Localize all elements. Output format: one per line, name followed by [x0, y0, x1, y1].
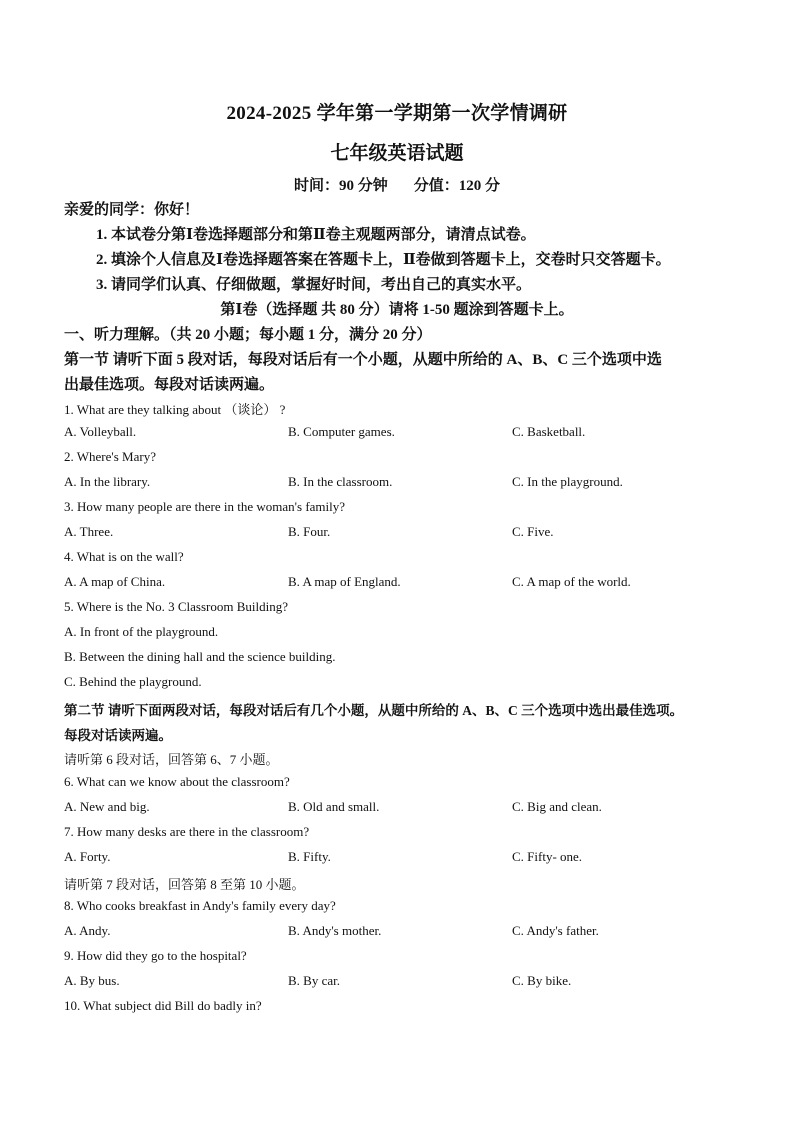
q7-option-a: A. Forty. [64, 849, 111, 864]
volume-heading: 第Ⅰ卷（选择题 共 80 分）请将 1-50 题涂到答题卡上。 [220, 302, 574, 318]
q9-option-b: B. By car. [288, 973, 340, 988]
q9-option-c: C. By bike. [512, 973, 572, 988]
q1-option-c: C. Basketball. [512, 424, 586, 439]
q5-option-a: A. In front of the playground. [64, 624, 219, 639]
q5-option-c: C. Behind the playground. [64, 674, 202, 689]
exam-time: 时间：90 分钟 [293, 178, 388, 194]
q4-option-b: B. A map of England. [288, 574, 401, 589]
q6-option-b: B. Old and small. [288, 799, 380, 814]
q6-option-c: C. Big and clean. [512, 799, 602, 814]
exam-subtitle: 七年级英语试题 [330, 143, 464, 164]
q6-option-a: A. New and big. [64, 799, 150, 814]
q9-option-a: A. By bus. [64, 973, 120, 988]
note-2: 2. 填涂个人信息及Ⅰ卷选择题答案在答题卡上，Ⅱ卷做到答题卡上，交卷时只交答题卡。 [96, 252, 671, 268]
question-6: 6. What can we know about the classroom? [64, 774, 290, 789]
question-3: 3. How many people are there in the woman's family? [64, 499, 346, 514]
q8-option-a: A. Andy. [64, 923, 111, 938]
question-8: 8. Who cooks breakfast in Andy's family every day? [64, 898, 336, 913]
q2-option-c: C. In the playground. [512, 474, 623, 489]
note-1: 1. 本试卷分第Ⅰ卷选择题部分和第Ⅱ卷主观题两部分，请清点试卷。 [96, 227, 536, 243]
q4-option-a: A. A map of China. [64, 574, 166, 589]
question-7: 7. How many desks are there in the classroom? [64, 824, 310, 839]
question-5: 5. Where is the No. 3 Classroom Building? [64, 599, 288, 614]
section2-instruction-line2: 每段对话读两遍。 [64, 728, 172, 743]
q4-option-c: C. A map of the world. [512, 574, 631, 589]
exam-meta [0, 174, 794, 195]
exam-score: 分值：120 分 [413, 178, 501, 194]
question-4: 4. What is on the wall? [64, 549, 184, 564]
question-10: 10. What subject did Bill do badly in? [64, 998, 262, 1013]
section1-instruction-line1: 第一节 请听下面 5 段对话，每段对话后有一个小题，从题中所给的 A、B、C 三个选项中选 [64, 352, 662, 368]
q8-option-b: B. Andy's mother. [288, 923, 382, 938]
q3-option-a: A. Three. [64, 524, 114, 539]
q7-option-b: B. Fifty. [288, 849, 331, 864]
question-1: 1. What are they talking about （谈论） ? [64, 402, 286, 417]
greeting: 亲爱的同学：你好！ [64, 202, 200, 218]
q3-option-c: C. Five. [512, 524, 554, 539]
exam-title: 2024-2025 学年第一学期第一次学情调研 [226, 103, 568, 124]
note-3: 3. 请同学们认真、仔细做题，掌握好时间，考出自己的真实水平。 [96, 277, 532, 293]
dialogue-7-instruction: 请听第 7 段对话，回答第 8 至第 10 小题。 [64, 877, 305, 892]
q2-option-a: A. In the library. [64, 474, 151, 489]
section1-instruction-line2: 出最佳选项。每段对话读两遍。 [64, 377, 275, 393]
section2-instruction-line1: 第二节 请听下面两段对话，每段对话后有几个小题，从题中所给的 A、B、C 三个选项中选出最佳选项。 [64, 703, 684, 718]
question-9: 9. How did they go to the hospital? [64, 948, 247, 963]
q5-option-b: B. Between the dining hall and the science building. [64, 649, 336, 664]
q7-option-c: C. Fifty- one. [512, 849, 583, 864]
question-2: 2. Where's Mary? [64, 449, 156, 464]
q1-option-b: B. Computer games. [288, 424, 395, 439]
q2-option-b: B. In the classroom. [288, 474, 393, 489]
dialogue-6-instruction: 请听第 6 段对话，回答第 6、7 小题。 [64, 752, 279, 767]
part1-heading: 一、听力理解。（共 20 小题；每小题 1 分，满分 20 分） [64, 327, 432, 343]
q8-option-c: C. Andy's father. [512, 923, 599, 938]
q1-option-a: A. Volleyball. [64, 424, 137, 439]
q3-option-b: B. Four. [288, 524, 331, 539]
